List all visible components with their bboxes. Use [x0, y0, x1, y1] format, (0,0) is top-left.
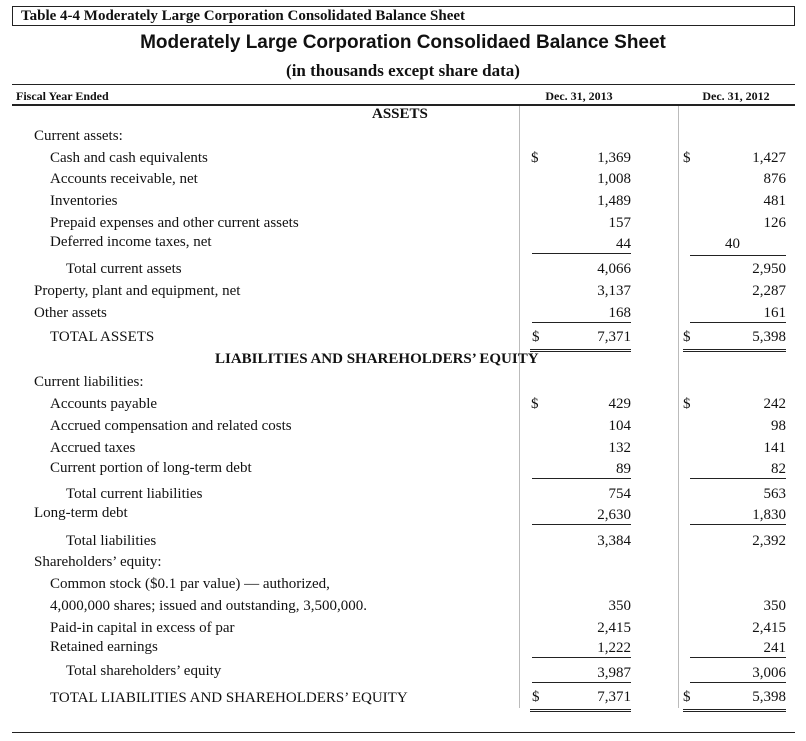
- row-label: Current portion of long-term debt: [50, 460, 252, 476]
- value-2012: 2,392: [752, 533, 786, 549]
- currency-symbol: $: [683, 329, 691, 345]
- value-2012: 5,398: [752, 689, 786, 705]
- value-2013: 3,384: [597, 533, 631, 549]
- row-label: Inventories: [50, 193, 118, 209]
- row-label: Long-term debt: [34, 505, 128, 521]
- value-2012: 40: [725, 236, 740, 252]
- value-2013: 754: [608, 486, 631, 502]
- liabilities-heading: LIABILITIES AND SHAREHOLDERS’ EQUITY: [215, 351, 539, 367]
- currency-symbol: $: [532, 689, 540, 705]
- row-label: Accounts payable: [50, 396, 158, 412]
- table-caption: Table 4-4 Moderately Large Corporation Consolidated Balance Sheet: [21, 8, 466, 24]
- row-label: Prepaid expenses and other current assets: [50, 215, 299, 231]
- value-2013: 350: [608, 598, 631, 614]
- value-2013: 1,489: [597, 193, 631, 209]
- value-2013: 157: [608, 215, 631, 231]
- value-2013: 7,371: [597, 329, 631, 345]
- value-2013: 1,369: [597, 150, 631, 166]
- value-2013: 3,987: [532, 665, 631, 683]
- value-2012: 98: [771, 418, 786, 434]
- value-2013: 7,371: [597, 689, 631, 705]
- currency-symbol: $: [531, 396, 539, 412]
- row-label: Accrued taxes: [50, 440, 136, 456]
- value-2012: 3,006: [690, 665, 786, 683]
- common-stock-label-line1: Common stock ($0.1 par value) — authorized,: [50, 576, 330, 592]
- value-2012: 2,950: [752, 261, 786, 277]
- value-2012: 876: [763, 171, 786, 187]
- value-2013: 4,066: [597, 261, 631, 277]
- total-assets-2013: [530, 329, 631, 352]
- row-label: Retained earnings: [50, 639, 158, 655]
- value-2012: 350: [763, 598, 786, 614]
- col-2013-header: Dec. 31, 2013: [545, 89, 613, 103]
- row-label: Accounts receivable, net: [50, 171, 198, 187]
- fiscal-year-header: Fiscal Year Ended: [16, 89, 109, 103]
- value-2013: 429: [608, 396, 631, 412]
- value-2013: 1,008: [597, 171, 631, 187]
- row-label: Total current assets: [66, 261, 182, 277]
- row-label: Total liabilities: [66, 533, 157, 549]
- currency-symbol: $: [532, 329, 540, 345]
- shareholders-equity-label: Shareholders’ equity:: [34, 554, 162, 570]
- currency-symbol: $: [531, 150, 539, 166]
- header-rule-top: [12, 84, 795, 85]
- value-2013: 104: [608, 418, 631, 434]
- value-2012: 141: [763, 440, 786, 456]
- value-2012: 2,415: [752, 620, 786, 636]
- page-subtitle: (in thousands except share data): [286, 61, 520, 80]
- value-2013: 2,415: [597, 620, 631, 636]
- value-2013: 1,222: [532, 640, 631, 658]
- subtotal-rule: [690, 255, 786, 256]
- current-assets-label: Current assets:: [34, 128, 123, 144]
- row-label: Cash and cash equivalents: [50, 150, 208, 166]
- value-2012: 126: [763, 215, 786, 231]
- row-label: TOTAL LIABILITIES AND SHAREHOLDERS’ EQUITY: [50, 690, 408, 706]
- value-2012: 481: [763, 193, 786, 209]
- column-divider-2012: [678, 106, 679, 708]
- currency-symbol: $: [683, 689, 691, 705]
- value-2012: 563: [763, 486, 786, 502]
- page-title: Moderately Large Corporation Consolidaed Balance Sheet: [140, 32, 666, 53]
- value-2012: 242: [763, 396, 786, 412]
- row-label: 4,000,000 shares; issued and outstanding, 3,500,000.: [50, 598, 368, 614]
- current-liabilities-label: Current liabilities:: [34, 374, 144, 390]
- total-liab-equity-2013: [530, 689, 631, 712]
- row-label: Accrued compensation and related costs: [50, 418, 292, 434]
- row-label: TOTAL ASSETS: [50, 329, 155, 345]
- row-label: Property, plant and equipment, net: [34, 283, 241, 299]
- value-2013: 168: [532, 305, 631, 323]
- total-assets-2012: [683, 329, 786, 352]
- value-2012: 1,427: [752, 150, 786, 166]
- value-2012: 241: [690, 640, 786, 658]
- table-caption-box: [12, 6, 795, 26]
- value-2013: 2,630: [532, 507, 631, 525]
- row-label: Paid-in capital in excess of par: [50, 620, 235, 636]
- value-2012: 82: [690, 461, 786, 479]
- currency-symbol: $: [683, 150, 691, 166]
- value-2013: 44: [532, 236, 631, 254]
- value-2013: 89: [532, 461, 631, 479]
- total-liab-equity-2012: [683, 689, 786, 712]
- value-2013: 3,137: [597, 283, 631, 299]
- currency-symbol: $: [683, 396, 691, 412]
- value-2012: 2,287: [752, 283, 786, 299]
- row-label: Total shareholders’ equity: [66, 663, 222, 679]
- value-2012: 5,398: [752, 329, 786, 345]
- row-label: Deferred income taxes, net: [50, 234, 212, 250]
- column-divider-2013: [519, 106, 520, 708]
- col-2012-header: Dec. 31, 2012: [702, 89, 770, 103]
- row-label: Other assets: [34, 305, 107, 321]
- value-2013: 132: [608, 440, 631, 456]
- value-2012: 161: [690, 305, 786, 323]
- row-label: Total current liabilities: [66, 486, 203, 502]
- table-bottom-rule: [12, 732, 795, 733]
- assets-heading: ASSETS: [372, 106, 428, 122]
- value-2012: 1,830: [690, 507, 786, 525]
